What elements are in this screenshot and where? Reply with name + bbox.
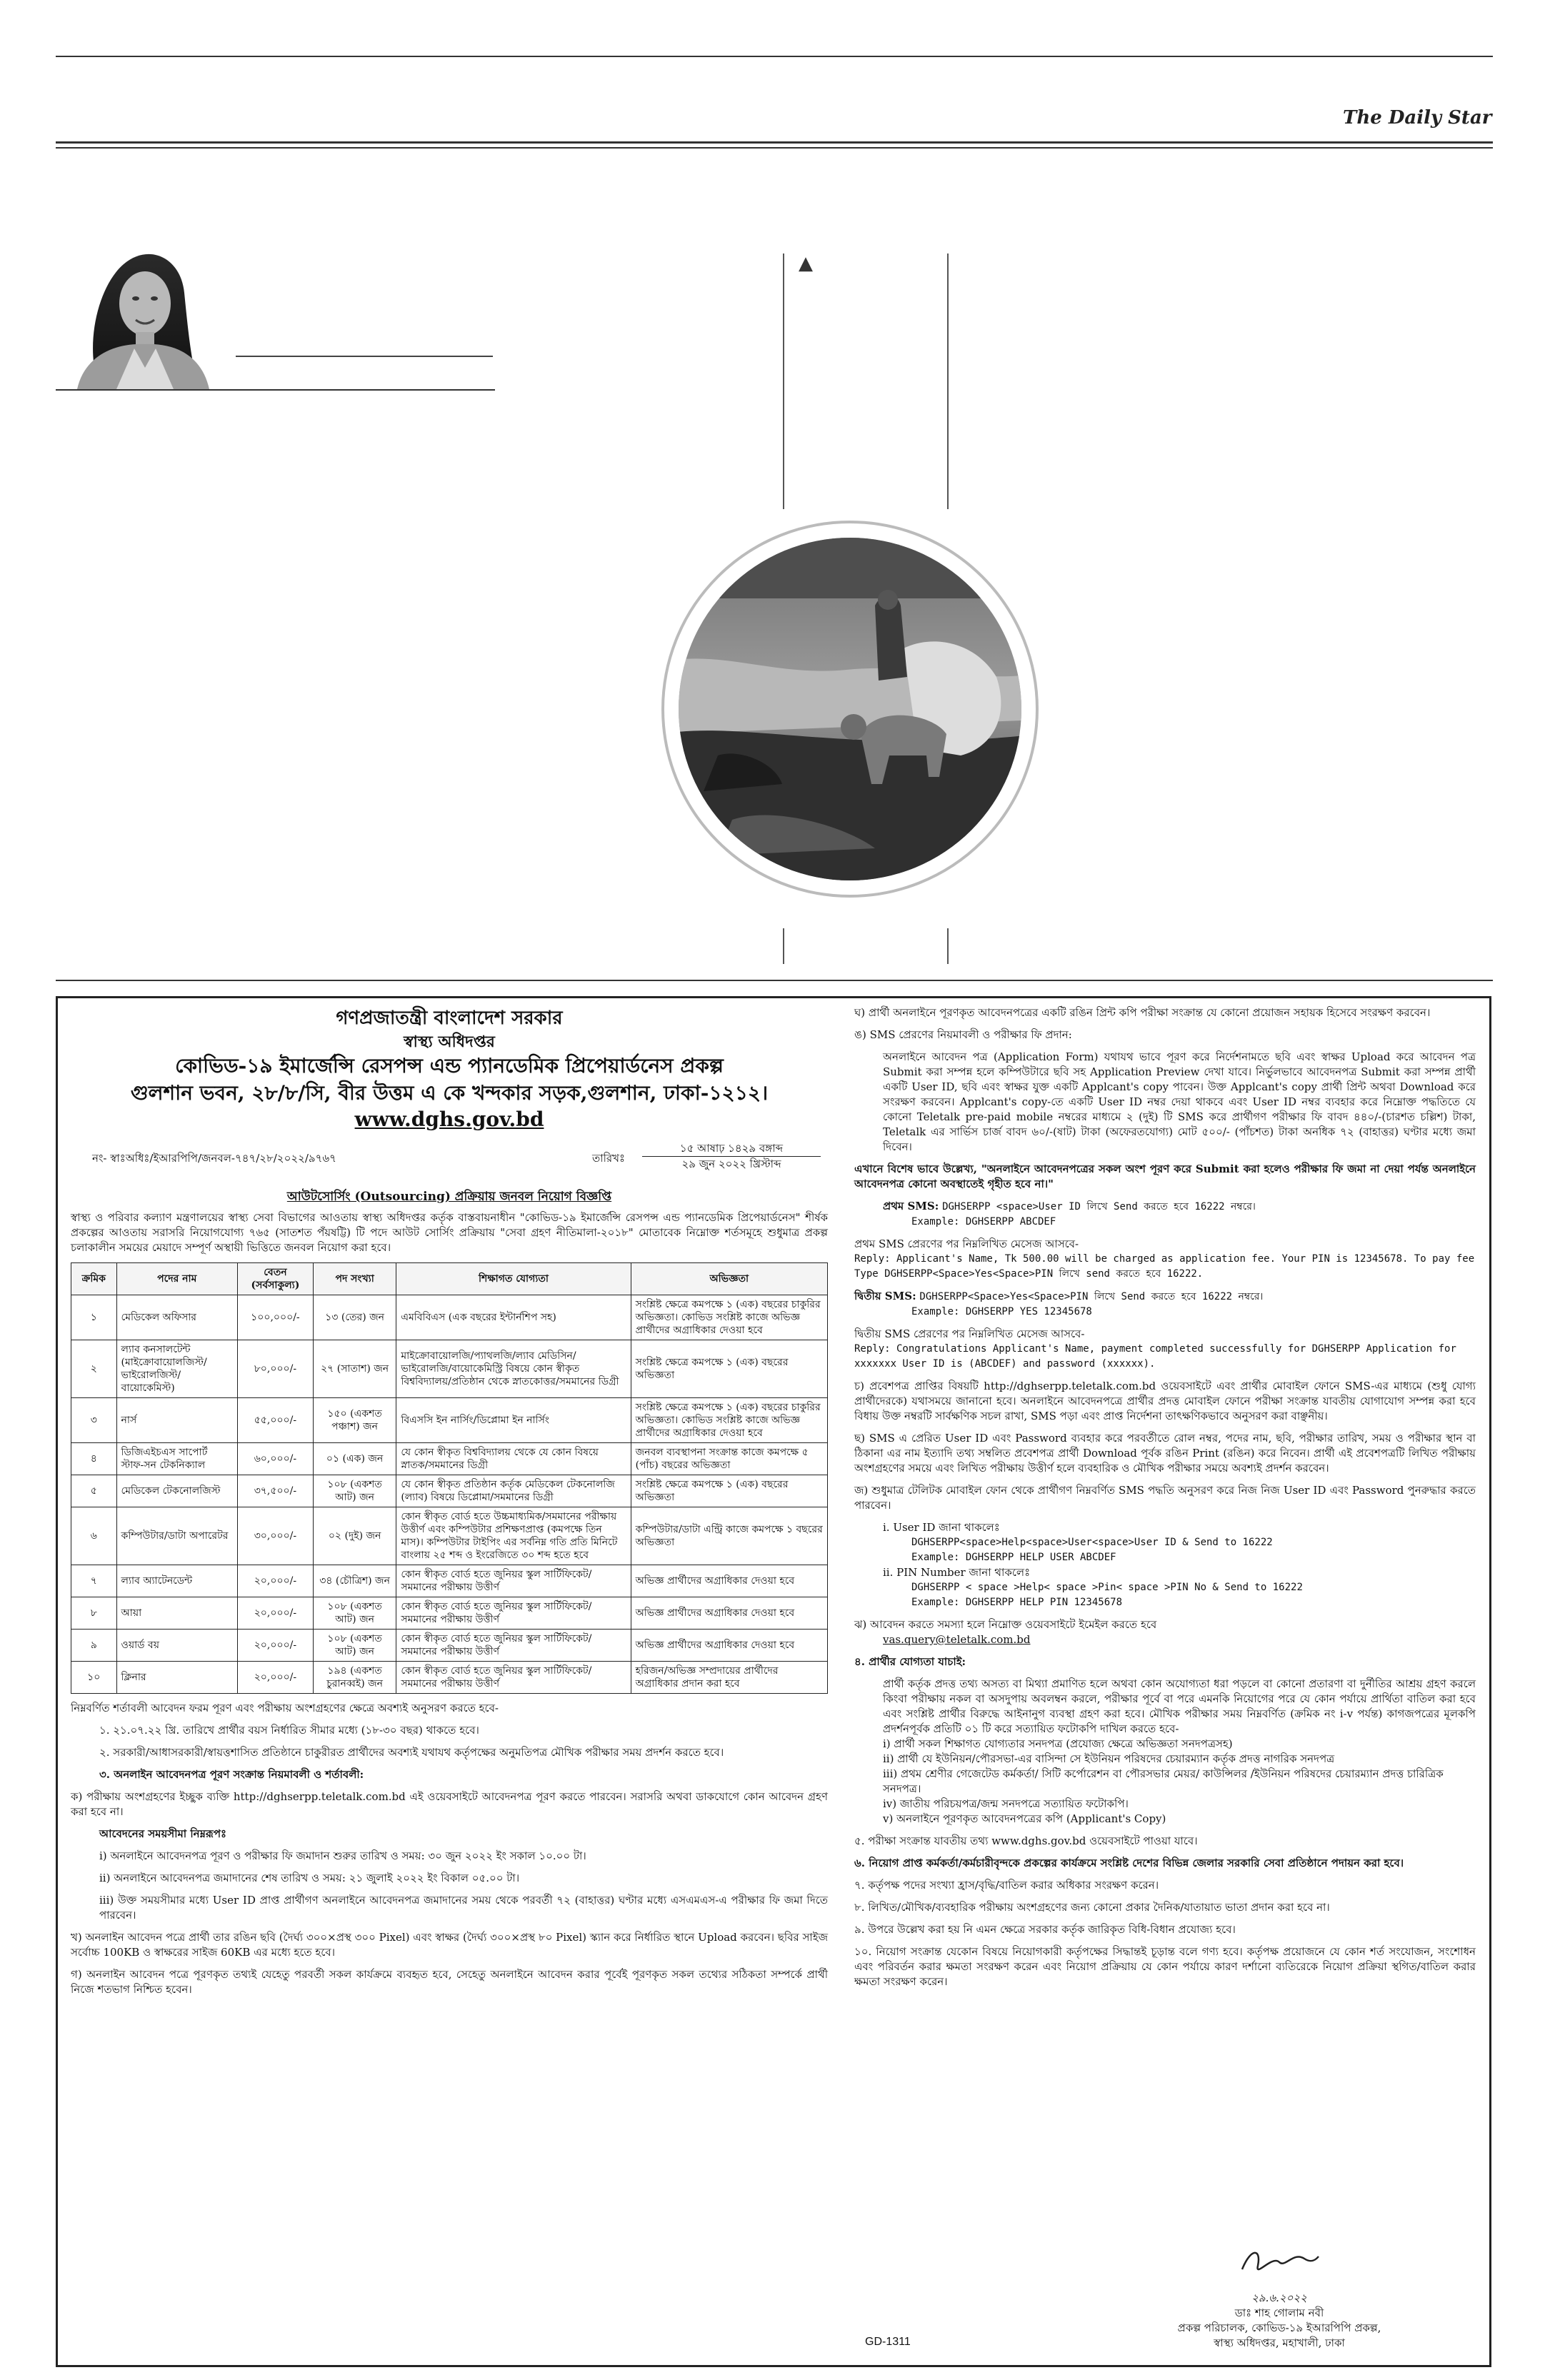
table-header-row — [71, 1263, 828, 1295]
column-rule-right — [947, 253, 949, 509]
schedule-2: ii) অনলাইনে আবেদনপত্র জমাদানের শেষ তারিখ ও সময়: ২১ জুলাই ২০২২ ইং বিকাল ০৫.০০ টা। — [99, 1872, 520, 1884]
date-english: ২৯ জুন ২০২২ খ্রিস্টাব্দ — [681, 1158, 781, 1170]
cell-count: ১৯৪ (একশত চুরানব্বই) জন — [313, 1662, 396, 1694]
sms1-text: DGHSERPP <space>User ID লিখে Send করতে হবে 16222 নম্বরে। — [942, 1201, 1256, 1212]
date-box — [592, 1141, 821, 1172]
table-row — [71, 1630, 828, 1662]
cell-qualification: বিএসসি ইন নার্সিং/ডিপ্লোমা ইন নার্সিং — [396, 1398, 631, 1443]
column-rule-left — [783, 253, 784, 509]
cell-experience: হরিজন/অভিজ্ঞ সম্প্রদায়ের প্রার্থীদের অগ্রাধিকার প্রদান করা হবে — [631, 1662, 827, 1694]
cell-serial: ৪ — [71, 1443, 117, 1475]
schedule-1: i) অনলাইনে আবেদনপত্র পূরণ ও পরীক্ষার ফি জমাদান শুরুর তারিখ ও সময়: ৩০ জুন ২০২২ ইং সকাল ১০.০০ টা। — [99, 1849, 586, 1862]
cell-salary: ৬০,০০০/- — [237, 1443, 313, 1475]
cell-experience: কম্পিউটার/ডাটা এন্ট্রি কাজে কমপক্ষে ১ বছরের অভিজ্ঞতা — [631, 1507, 827, 1565]
conditions-intro: নিম্নবর্ণিত শর্তাবলী আবেদন ফরম পূরণ এবং পরীক্ষায় অংশগ্রহণের ক্ষেত্রে অবশ্যই অনুসরণ করতে হবে- — [71, 1702, 499, 1714]
document-5: v) অনলাইনে পূরণকৃত আবেদনপত্রের কপি (Applicant's Copy) — [883, 1812, 1166, 1825]
signature-date: ২৯.৬.২০২২ — [1251, 2291, 1307, 2304]
cell-salary: ৩০,০০০/- — [237, 1507, 313, 1565]
sms2-example: Example: DGHSERPP YES 12345678 — [911, 1306, 1092, 1317]
cell-salary: ২০,০০০/- — [237, 1630, 313, 1662]
cell-experience: সংশ্লিষ্ট ক্ষেত্রে কমপক্ষে ১ (এক) বছরের চাকুরির অভিজ্ঞতা। কোভিড সংশ্লিষ্ট কাজে অভিজ্ঞ প্রার্থীদের অগ্রাধিকার দেওয়া হবে — [631, 1295, 827, 1340]
cell-qualification: মাইক্রোবায়োলজি/প্যাথলজি/ল্যাব মেডিসিন/ভাইরোলজি/বায়োকেমিস্ট্রি বিষয়ে কোন স্বীকৃত বিশ্ববিদ্যালয়/প্রতিষ্ঠান থেকে স্নাতকোত্তর/সমমানের ডিগ্রী — [396, 1340, 631, 1398]
recovery-user-id-label: i. User ID জানা থাকলেঃ — [883, 1521, 1000, 1534]
sms-note: এখানে বিশেষ ভাবে উল্লেখ্য, "অনলাইনে আবেদনপত্রের সকল অংশ পূরণ করে Submit করা হলেও পরীক্ষার ফি জমা না দেয়া পর্যন্ত অনলাইনে আবেদনপত্র কোনো অবস্থাতেই গৃহীত হবে না।" — [854, 1163, 1476, 1190]
cell-experience: অভিজ্ঞ প্রার্থীদের অগ্রাধিকার দেওয়া হবে — [631, 1565, 827, 1597]
cell-post: ল্যাব কনসালটেন্ট (মাইক্রোবায়োলজিস্ট/ ভাইরোলজিস্ট/ বায়োকেমিস্ট) — [116, 1340, 237, 1398]
cell-experience: অভিজ্ঞ প্রার্থীদের অগ্রাধিকার দেওয়া হবে — [631, 1597, 827, 1630]
triangle-up-icon: ▲ — [799, 253, 813, 274]
cell-salary: ২০,০০০/- — [237, 1662, 313, 1694]
cell-salary: ২০,০০০/- — [237, 1597, 313, 1630]
cell-salary: ৫৫,০০০/- — [237, 1398, 313, 1443]
condition-4-title: ৪. প্রার্থীর যোগ্যতা যাচাই: — [854, 1655, 966, 1668]
cell-count: ২৭ (সাতাশ) জন — [313, 1340, 396, 1398]
sms2-line — [854, 1289, 1476, 1305]
govt-heading: গণপ্রজাতন্ত্রী বাংলাদেশ সরকার — [336, 1008, 563, 1029]
cell-count: ৩৪ (চৌত্রিশ) জন — [313, 1565, 396, 1597]
table-row — [71, 1507, 828, 1565]
condition-gha: ঘ) প্রার্থী অনলাইনে পূরণকৃত আবেদনপত্রের একটি রঙিন প্রিন্ট কপি পরীক্ষা সংক্রান্ত যে কোনো প্রয়োজন সহায়ক হিসেবে সংরক্ষণ করবেন। — [854, 1006, 1431, 1019]
condition-6: ৬. নিয়োগ প্রাপ্ত কর্মকর্তা/কর্মচারীবৃন্দকে প্রকল্পের কার্যক্রমে সংশ্লিষ্ট দেশের বিভিন্ন জেলার সরকারি সেবা প্রতিষ্ঠানে পদায়ন করা হবে। — [854, 1857, 1404, 1869]
brand-logo: The Daily Star — [1343, 107, 1492, 129]
posts-table — [71, 1262, 828, 1694]
condition-3: ৩. অনলাইন আবেদনপত্র পূরণ সংক্রান্ত নিয়মাবলী ও শর্তাবলী: — [99, 1768, 364, 1781]
table-row — [71, 1443, 828, 1475]
cell-count: ০২ (দুই) জন — [313, 1507, 396, 1565]
col-post: পদের নাম — [116, 1263, 237, 1295]
column-rule-right-bottom — [947, 928, 949, 964]
byline-rule — [236, 356, 493, 357]
table-row — [71, 1565, 828, 1597]
sms1-line — [854, 1199, 1476, 1215]
masthead-rule-1 — [56, 141, 1493, 144]
recovery-pin-example: Example: DGHSERPP HELP PIN 12345678 — [911, 1597, 1123, 1608]
columnist-portrait — [56, 236, 216, 389]
sms2-text: DGHSERPP<Space>Yes<Space>PIN লিখে Send করতে হবে 16222 নম্বরে। — [919, 1291, 1264, 1302]
cell-experience: সংশ্লিষ্ট ক্ষেত্রে কমপক্ষে ১ (এক) বছরের অভিজ্ঞতা — [631, 1475, 827, 1507]
condition-3a: ক) পরীক্ষায় অংশগ্রহণের ইচ্ছুক ব্যক্তি http://dghserpp.teletalk.com.bd এই ওয়েবসাইটে আবেদনপত্র পূরণ করতে পারবেন। সরাসরি অথবা ডাকযোগে কোন আবেদন গ্রহণ করা হবে না। — [71, 1790, 828, 1818]
cell-count: ১৫০ (একশত পঞ্চাশ) জন — [313, 1398, 396, 1443]
cell-count: ১০৮ (একশত আট) জন — [313, 1475, 396, 1507]
cell-post: নার্স — [116, 1398, 237, 1443]
condition-5: ৫. পরীক্ষা সংক্রান্ত যাবতীয় তথ্য www.dghs.gov.bd ওয়েবসাইটে পাওয়া যাবে। — [854, 1834, 1198, 1847]
notice-intro: স্বাস্থ্য ও পরিবার কল্যাণ মন্ত্রণালয়ের স্বাস্থ্য সেবা বিভাগের আওতায় স্বাস্থ্য অধিদপ্তর কর্তৃক বাস্তবায়নাধীন "কোভিড-১৯ ইমার্জেন্সি রেসপন্স এন্ড প্যানডেমিক প্রিপেয়ার্ডনেস" শীর্ষক প্রকল্পের আওতায় সরাসরি নিয়োগযোগ্য ৭৬৫ (সাতশত পঁয়ষট্টি) টি পদে আউট সোর্সিং প্রক্রিয়ায় "সেবা গ্রহণ নীতিমালা-২০১৮" মোতাবেক নিম্নোক্ত শর্তসমূহে শুধুমাত্র প্রকল্প চলাকালীন সময়ের মেয়াদে সম্পূর্ণ অস্থায়ী ভিত্তিতে জনবল নিয়োগ করা হবে। — [71, 1211, 828, 1254]
cell-salary: ৩৭,৫০০/- — [237, 1475, 313, 1507]
cell-serial: ৯ — [71, 1630, 117, 1662]
cell-post: মেডিকেল অফিসার — [116, 1295, 237, 1340]
cell-experience: সংশ্লিষ্ট ক্ষেত্রে কমপক্ষে ১ (এক) বছরের অভিজ্ঞতা — [631, 1340, 827, 1398]
posts-table-body — [71, 1295, 828, 1694]
condition-7: ৭. কর্তৃপক্ষ পদের সংখ্যা হ্রাস/বৃদ্ধি/বাতিল করার অধিকার সংরক্ষণ করেন। — [854, 1879, 1159, 1892]
cell-qualification: কোন স্বীকৃত বোর্ড হতে জুনিয়র স্কুল সার্টিফিকেট/সমমানের পরীক্ষায় উত্তীর্ণ — [396, 1597, 631, 1630]
cell-salary: ২০,০০০/- — [237, 1565, 313, 1597]
cell-post: কম্পিউটার/ডাটা অপারেটর — [116, 1507, 237, 1565]
condition-cha: চ) প্রবেশপত্র প্রাপ্তির বিষয়টি http://dghserpp.teletalk.com.bd ওয়েবসাইটে এবং প্রার্থীর মোবাইল ফোনে SMS-এর মাধ্যমে (শুধু যোগ্য প্রার্থীদেরকে) যথাসময়ে জানানো হবে। অনলাইনে আবেদনপত্রে প্রার্থীর প্রদত্ত মোবাইল ফোনে পরীক্ষা সংক্রান্ত যাবতীয় যোগাযোগ সম্পন্ন করা হবে বিধায় উক্ত নম্বরটি সার্বক্ষণিক সচল রাখা, SMS পড়া এবং প্রাপ্ত নির্দেশনা তাৎক্ষণিকভাবে অনুসরণ করা বাঞ্ছনীয়। — [854, 1380, 1476, 1422]
sms2-reply-intro: দ্বিতীয় SMS প্রেরণের পর নিম্নলিখিত মেসেজ আসবে- — [854, 1327, 1085, 1340]
cell-qualification: যে কোন স্বীকৃত প্রতিষ্ঠান কর্তৃক মেডিকেল টেকনোলজি (ল্যাব) বিষয়ে ডিপ্লোমা/সমমানের ডিগ্রী — [396, 1475, 631, 1507]
dept-heading: স্বাস্থ্য অধিদপ্তর — [404, 1033, 495, 1051]
cell-experience: সংশ্লিষ্ট ক্ষেত্রে কমপক্ষে ১ (এক) বছরের চাকুরির অভিজ্ঞতা। কোভিড সংশ্লিষ্ট কাজে অভিজ্ঞ প্রার্থীদের অগ্রাধিকার দেওয়া হবে — [631, 1398, 827, 1443]
reference-number: নং- স্বাঃঅধিঃ/ইআরপিপি/জনবল-৭৪৭/২৮/২০২২/৯৭৬৭ — [92, 1152, 336, 1165]
sms-instructions: অনলাইনে আবেদন পত্র (Application Form) যথাযথ ভাবে পূরণ করে নির্দেশনামতে ছবি এবং স্বাক্ষর Upload করে আবেদন পত্র Submit করা সম্পন্ন হলে কম্পিউটারে ছবি সহ Application Preview দেখা যাবে। নির্ভুলভাবে আবেদনপত্র Submit করা সম্পন্ন প্রার্থী একটি User ID, ছবি এবং স্বাক্ষর যুক্ত একটি Applcant's copy পাবেন। উক্ত Applcant's copy প্রার্থী প্রিন্ট অথবা Download করে সংরক্ষণ করবেন। Applcant's copy-তে একটি User ID নম্বর দেয়া থাকবে এবং User ID নম্বর ব্যবহার করে নিম্নোক্ত পদ্ধতিতে যে কোনো Teletalk pre-paid mobile নম্বরের মাধ্যমে ২ (দুই) টি SMS করে প্রার্থীগণ পরীক্ষার ফি বাবদ ৪৪০/-(চারশত চল্লিশ) টাকা, Teletalk এর সার্ভিস চার্জ বাবদ ৬০/-(ষাট) টাকা (অফেরতযোগ্য) মোট ৫০০/- (পাঁচশত) টাকা অনধিক ৭২ (বাহাত্তর) ঘণ্টার মধ্যে জমা দিবেন। — [883, 1050, 1476, 1153]
document-1: i) প্রার্থী সকল শিক্ষাগত যোগ্যতার সনদপত্র (প্রযোজ্য ক্ষেত্রে অভিজ্ঞতা সনদপত্রসহ) — [883, 1737, 1233, 1750]
condition-kha: খ) অনলাইন আবেদন পত্রে প্রার্থী তার রঙিন ছবি (দৈর্ঘ্য ৩০০×প্রস্থ ৩০০ Pixel) এবং স্বাক্ষর (দৈর্ঘ্য ৩০০×প্রস্থ ৮০ Pixel) স্ক্যান করে নির্ধারিত স্থানে Upload করবেন। ছবির সাইজ সর্বোচ্চ 100KB ও স্বাক্ষরের সাইজ 60KB এর মধ্যে হতে হবে। — [71, 1931, 828, 1959]
cell-post: ওয়ার্ড বয় — [116, 1630, 237, 1662]
ad-right-column — [854, 1005, 1476, 1989]
document-2: ii) প্রার্থী যে ইউনিয়ন/পৌরসভা-এর বাসিন্দা সে ইউনিয়ন পরিষদের চেয়ারম্যান কর্তৃক প্রদত্ত নাগরিক সনদপত্র — [883, 1752, 1335, 1765]
cell-serial: ৫ — [71, 1475, 117, 1507]
table-row — [71, 1295, 828, 1340]
cell-post: ক্লিনার — [116, 1662, 237, 1694]
signature-mark — [1236, 2241, 1322, 2284]
cell-experience: অভিজ্ঞ প্রার্থীদের অগ্রাধিকার দেওয়া হবে — [631, 1630, 827, 1662]
col-serial: ক্রমিক — [71, 1263, 117, 1295]
cell-salary: ৮০,০০০/- — [237, 1340, 313, 1398]
cell-serial: ৬ — [71, 1507, 117, 1565]
recovery-user-id-example: Example: DGHSERPP HELP USER ABCDEF — [911, 1552, 1116, 1563]
col-count: পদ সংখ্যা — [313, 1263, 396, 1295]
col-salary: বেতন (সর্বসাকুল্য) — [237, 1263, 313, 1295]
cell-post: ল্যাব অ্যাটেনডেন্ট — [116, 1565, 237, 1597]
column-rule-left-bottom — [783, 928, 784, 964]
table-row — [71, 1340, 828, 1398]
cell-qualification: এমবিবিএস (এক বছরের ইন্টার্নশিপ সহ) — [396, 1295, 631, 1340]
condition-uo: ঙ) SMS প্রেরণের নিয়মাবলী ও পরীক্ষার ফি প্রদান: — [854, 1028, 1072, 1041]
ad-left-column — [71, 1005, 828, 1997]
document-4: iv) জাতীয় পরিচয়পত্র/জন্ম সনদপত্রে সত্যায়িত ফটোকপি। — [883, 1797, 1129, 1810]
condition-chha: ছ) SMS এ প্রেরিত User ID এবং Password ব্যবহার করে পরবর্তীতে রোল নম্বর, পদের নাম, ছবি, পরীক্ষার তারিখ, সময় ও পরীক্ষার স্থান বা ঠিকানা এর নাম ইত্যাদি তথ্য সম্বলিত প্রবেশপত্র প্রার্থী Download পূর্বক রঙিন Print (রঙিন) করে নিবেন। প্রার্থী এই প্রবেশপত্রটি লিখিত পরীক্ষায় অংশগ্রহণের সময়ে এবং লিখিত পরীক্ষায় উত্তীর্ণ হলে ব্যবহারিক ও মৌখিক পরীক্ষার সময়ে অবশ্যই প্রদর্শন করবেন। — [854, 1432, 1476, 1475]
address-heading: গুলশান ভবন, ২৮/৮/সি, বীর উত্তম এ কে খন্দকার সড়ক,গুলশান, ঢাকা-১২১২। — [130, 1081, 769, 1105]
condition-10: ১০. নিয়োগ সংক্রান্ত যেকোন বিষয়ে নিয়োগকারী কর্তৃপক্ষের সিদ্ধান্তই চূড়ান্ত বলে গণ্য হবে। কর্তৃপক্ষ প্রয়োজনে যে কোন শর্ত সংযোজন, সংশোধন এবং পরিবর্তন করার ক্ষমতা সংরক্ষণ করেন এবং নিয়োগ প্রক্রিয়ায় যে কোন পর্যায়ে কারণ দর্শানো ব্যতিরেকে নিয়োগ প্রক্রিয়া স্থগিত/বাতিল করার ক্ষমতা সংরক্ষণ করেন। — [854, 1945, 1476, 1988]
sms1-reply: Reply: Applicant's Name, Tk 500.00 will be charged as application fee. Your PIN is 12345678. To pay fee Type DGHSERPP<Space>Yes<Space>PIN লিখে send করতে হবে 16222. — [854, 1253, 1475, 1280]
table-row — [71, 1475, 828, 1507]
sms2-label: দ্বিতীয় SMS: — [854, 1290, 916, 1302]
recovery-pin-format: DGHSERPP < space >Help< space >Pin< space >PIN No & Send to 16222 — [911, 1582, 1303, 1593]
condition-jha: ঝ) আবেদন করতে সমস্যা হলে নিম্নোক্ত ওয়েবসাইটে ইমেইল করতে হবে — [854, 1618, 1157, 1631]
cell-serial: ৭ — [71, 1565, 117, 1597]
table-row — [71, 1597, 828, 1630]
recruitment-advertisement — [56, 996, 1491, 2367]
document-3: iii) প্রথম শ্রেণীর গেজেটেড কর্মকর্তা/ সিটি কর্পোরেশন বা পৌরসভার মেয়র/ কাউন্সিলর /ইউনিয়ন পরিষদের চেয়ারম্যান প্রদত্ত চারিত্রিক সনদপত্র। — [883, 1767, 1444, 1795]
notice-title: আউটসোর্সিং (Outsourcing) প্রক্রিয়ায় জনবল নিয়োগ বিজ্ঞপ্তি — [286, 1190, 612, 1204]
cell-salary: ১০০,০০০/- — [237, 1295, 313, 1340]
condition-8: ৮. লিখিত/মৌখিক/ব্যবহারিক পরীক্ষায় অংশগ্রহণের জন্য কোনো প্রকার দৈনিক/যাতায়াত ভাতা প্রদান করা হবে না। — [854, 1901, 1330, 1914]
col-experience: অভিজ্ঞতা — [631, 1263, 827, 1295]
ad-top-rule — [56, 980, 1493, 981]
reference-row — [71, 1141, 828, 1180]
cell-post: আয়া — [116, 1597, 237, 1630]
signatory-name: ডাঃ শাহ গোলাম নবী — [1234, 2306, 1324, 2319]
signatory-org: স্বাস্থ্য অধিদপ্তর, মহাখালী, ঢাকা — [1214, 2336, 1345, 2349]
sms1-label: প্রথম SMS: — [883, 1200, 939, 1212]
cell-count: ১৩ (তের) জন — [313, 1295, 396, 1340]
cell-qualification: কোন স্বীকৃত বোর্ড হতে জুনিয়র স্কুল সার্টিফিকেট/সমমানের পরীক্ষায় উত্তীর্ণ — [396, 1662, 631, 1694]
sms1-reply-intro: প্রথম SMS প্রেরণের পর নিম্নলিখিত মেসেজ আসবে- — [854, 1237, 1079, 1250]
cell-serial: ১০ — [71, 1662, 117, 1694]
condition-9: ৯. উপরে উল্লেখ করা হয় নি এমন ক্ষেত্রে সরকার কর্তৃক জারিকৃত বিধি-বিধান প্রযোজ্য হবে। — [854, 1923, 1236, 1936]
gd-code: GD-1311 — [865, 2336, 911, 2348]
date-bangla: ১৫ আষাঢ় ১৪২৯ বঙ্গাব্দ — [642, 1141, 821, 1157]
condition-2: ২. সরকারী/আধাসরকারী/স্বায়ত্তশাসিত প্রতিষ্ঠানে চাকুরীরত প্রার্থীদের অবশ্যই যথাযথ কর্তৃপক্ষের অনুমতিপত্র মৌখিক পরীক্ষার সময় প্রদর্শন করতে হবে। — [99, 1746, 724, 1759]
cell-qualification: কোন স্বীকৃত বোর্ড হতে জুনিয়র স্কুল সার্টিফিকেট/সমমানের পরীক্ষায় উত্তীর্ণ — [396, 1630, 631, 1662]
byline-bottom-rule — [56, 389, 495, 391]
schedule-title: আবেদনের সময়সীমা নিম্নরূপঃ — [99, 1827, 227, 1840]
condition-ja: জ) শুধুমাত্র টেলিটক মোবাইল ফোন থেকে প্রার্থীগণ নিম্নবর্ণিত SMS পদ্ধতি অনুসরণ করে নিজ নিজ User ID এবং Password পুনরুদ্ধার করতে পারবেন। — [854, 1484, 1476, 1512]
date-label: তারিখঃ — [592, 1152, 625, 1165]
cell-serial: ৮ — [71, 1597, 117, 1630]
cell-serial: ১ — [71, 1295, 117, 1340]
table-row — [71, 1662, 828, 1694]
cell-qualification: কোন স্বীকৃত বোর্ড হতে উচ্চমাধ্যমিক/সমমানের পরীক্ষায় উত্তীর্ণ এবং কম্পিউটার প্রশিক্ষণপ্রাপ্ত (কমপক্ষে তিন মাস)। কম্পিউটার টাইপিং এর সর্বনিম্ন গতি প্রতি মিনিটে বাংলায় ২৫ শব্দ ও ইংরেজিতে ৩০ শব্দ হতে হবে — [396, 1507, 631, 1565]
cell-experience: জনবল ব্যবস্থাপনা সংক্রান্ত কাজে কমপক্ষে ৫ (পাঁচ) বছরের অভিজ্ঞতা — [631, 1443, 827, 1475]
cell-count: ১০৮ (একশত আট) জন — [313, 1597, 396, 1630]
sms2-reply: Reply: Congratulations Applicant's Name, payment completed successfully for DGHSERPP Application for xxxxxxx User ID is (ABCDEF) and password (xxxxxx). — [854, 1343, 1456, 1370]
condition-1: ১. ২১.০৭.২২ খ্রি. তারিখে প্রার্থীর বয়স নির্ধারিত সীমার মধ্যে (১৮-৩০ বছর) থাকতে হবে। — [99, 1724, 479, 1737]
schedule-3: iii) উক্ত সময়সীমার মধ্যে User ID প্রাপ্ত প্রার্থীগণ অনলাইনে আবেদনপত্র জমাদানের সময় থেকে পরবর্তী ৭২ (বাহাত্তর) ঘণ্টার মধ্যে এসএমএস-এ পরীক্ষার ফি জমা দিতে পারবেন। — [99, 1894, 828, 1922]
signatory-title: প্রকল্প পরিচালক, কোভিড-১৯ ইআরপিপি প্রকল্প, — [1177, 2321, 1381, 2334]
recovery-user-id-format: DGHSERPP<space>Help<space>User<space>User ID & Send to 16222 — [911, 1537, 1273, 1548]
support-email-link[interactable]: vas.query@teletalk.com.bd — [883, 1633, 1031, 1646]
cell-post: ডিজিএইচএস সাপোর্ট স্টাফ-সন টেকনিক্যাল — [116, 1443, 237, 1475]
sms1-example: Example: DGHSERPP ABCDEF — [911, 1216, 1056, 1227]
top-rule — [56, 56, 1493, 57]
circle-photo — [661, 520, 1039, 898]
cell-count: ০১ (এক) জন — [313, 1443, 396, 1475]
condition-ga: গ) অনলাইন আবেদন পত্রে পূরণকৃত তথ্যই যেহেতু পরবর্তী সকল কার্যক্রমে ব্যবহৃত হবে, সেহেতু অনলাইনে আবেদন করার পূর্বেই পূরণকৃত সকল তথ্যের সঠিকতা সম্পর্কে প্রার্থী নিজে শতভাগ নিশ্চিত হবেন। — [71, 1968, 828, 1996]
cell-qualification: যে কোন স্বীকৃত বিশ্ববিদ্যালয় থেকে যে কোন বিষয়ে স্নাতক/সমমানের ডিগ্রী — [396, 1443, 631, 1475]
cell-post: মেডিকেল টেকনোলজিস্ট — [116, 1475, 237, 1507]
cell-qualification: কোন স্বীকৃত বোর্ড হতে জুনিয়র স্কুল সার্টিফিকেট/সমমানের পরীক্ষায় উত্তীর্ণ — [396, 1565, 631, 1597]
signature-block — [1172, 2241, 1386, 2351]
project-heading: কোভিড-১৯ ইমার্জেন্সি রেসপন্স এন্ড প্যানডেমিক প্রিপেয়ার্ডনেস প্রকল্প — [175, 1054, 724, 1078]
condition-4: প্রার্থী কর্তৃক প্রদত্ত তথ্য অসত্য বা মিথ্যা প্রমাণিত হলে অথবা কোন অযোগ্যতা ধরা পড়লে বা কোনো প্রতারণা বা দুর্নীতির আশ্রয় গ্রহণ করলে কিংবা পরীক্ষায় নকল বা অসদুপায় অবলম্বন করলে, পরীক্ষার পূর্বে বা পরে এমনকি নিয়োগের পরে যে কোন পর্যায়ে প্রার্থিতা বাতিল করা হবে এবং সংশ্লিষ্ট প্রার্থীর বিরুদ্ধে আইনানুগ ব্যবস্থা গ্রহণ করা হবে। মৌখিক পরীক্ষার সময় নিম্নবর্ণিত (ক্রমিক নং i-v পর্যন্ত) কাগজপত্রের মূলকপি প্রদর্শনপূর্বক প্রতিটি ০১ টি করে সত্যায়িত ফটোকপি দাখিল করতে হবে- — [883, 1677, 1476, 1735]
recovery-pin-label: ii. PIN Number জানা থাকলেঃ — [883, 1566, 1031, 1579]
website-link[interactable]: www.dghs.gov.bd — [354, 1108, 544, 1131]
cell-count: ১০৮ (একশত আট) জন — [313, 1630, 396, 1662]
cell-serial: ২ — [71, 1340, 117, 1398]
masthead-rule-2 — [56, 147, 1493, 149]
cell-serial: ৩ — [71, 1398, 117, 1443]
table-row — [71, 1398, 828, 1443]
col-qualification: শিক্ষাগত যোগ্যতা — [396, 1263, 631, 1295]
